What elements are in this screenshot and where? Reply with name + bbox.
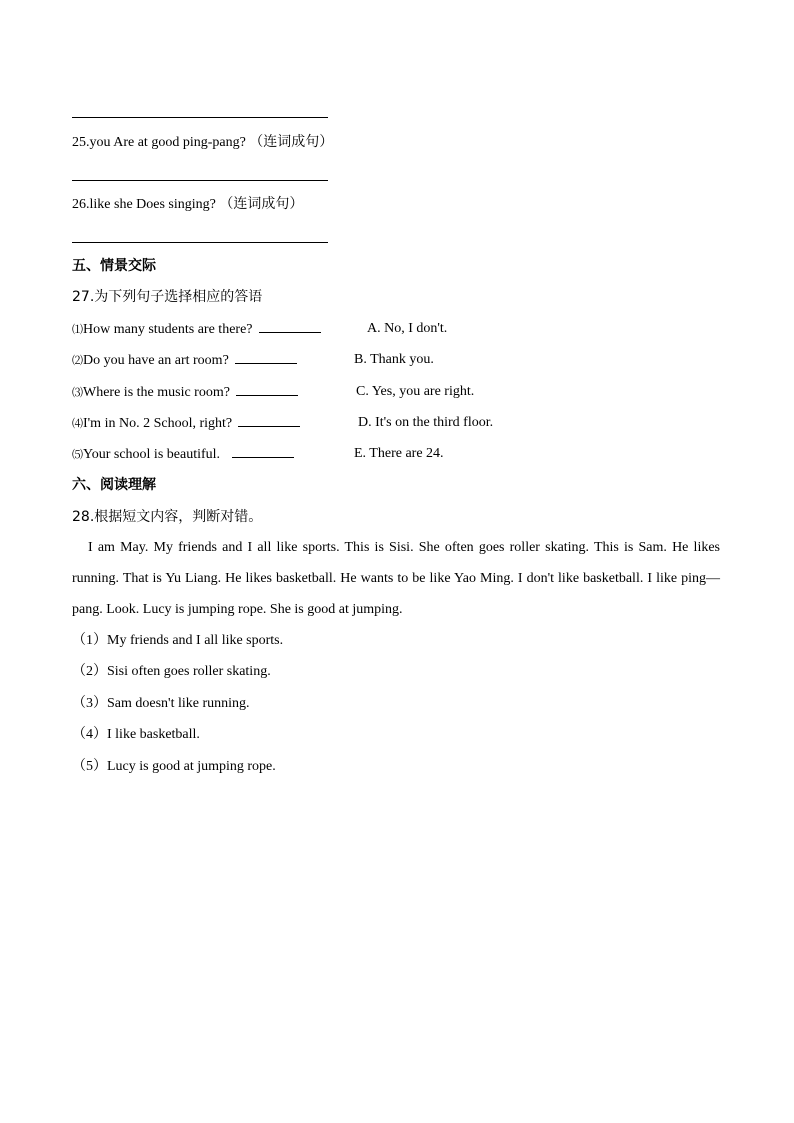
- matching-item: [72, 414, 494, 433]
- matching-item: [72, 351, 434, 370]
- item-text: How many students are there?: [83, 322, 253, 337]
- item-number: ⑷: [72, 418, 83, 430]
- answer-line[interactable]: [72, 242, 328, 243]
- section-heading: 五、情景交际: [72, 258, 156, 274]
- question-hint: （连词成句）: [249, 134, 334, 150]
- answer-line[interactable]: [72, 180, 328, 181]
- item-number: ⑴: [72, 324, 83, 336]
- statement: （1）My friends and I all like sports.: [72, 633, 284, 648]
- item-text: I'm in No. 2 School, right?: [83, 416, 233, 431]
- statement: （4）I like basketball.: [72, 727, 200, 742]
- item-answer: D. It's on the third floor.: [358, 415, 494, 430]
- section-heading: 六、阅读理解: [72, 477, 156, 493]
- question-25: [72, 133, 333, 152]
- question-hint: （连词成句）: [219, 196, 304, 212]
- item-text: Where is the music room?: [83, 385, 230, 400]
- item-number: ⑶: [72, 387, 83, 399]
- item-text: Your school is beautiful.: [83, 447, 221, 462]
- statement: （2）Sisi often goes roller skating.: [72, 664, 271, 679]
- passage-text: I am May. My friends and I all like sports. This is Sisi. She often goes roller skating. This is Sam. He likes running. That is Yu Liang. He likes basketball. He wants to be like Yao Ming. I don't like basketball. I like ping—pang. Look. Lucy is jumping rope. She is good at jumping.: [72, 540, 720, 617]
- matching-item: [72, 320, 448, 339]
- matching-item: [72, 383, 475, 402]
- question-26: [72, 195, 303, 214]
- answer-blank[interactable]: [238, 414, 300, 427]
- question-text: 25.you Are at good ping-pang?: [72, 135, 246, 150]
- matching-item: [72, 445, 444, 464]
- question-text: 26.like she Does singing?: [72, 197, 216, 212]
- answer-blank[interactable]: [235, 351, 297, 364]
- item-answer: C. Yes, you are right.: [356, 384, 475, 399]
- item-number: ⑸: [72, 449, 83, 461]
- item-text: Do you have an art room?: [83, 353, 229, 368]
- statement: （5）Lucy is good at jumping rope.: [72, 759, 276, 774]
- answer-blank[interactable]: [232, 445, 294, 458]
- item-number: ⑵: [72, 355, 83, 367]
- statement: （3）Sam doesn't like running.: [72, 696, 250, 711]
- item-answer: E. There are 24.: [354, 446, 444, 461]
- answer-blank[interactable]: [236, 383, 298, 396]
- item-answer: B. Thank you.: [354, 352, 434, 367]
- answer-blank[interactable]: [259, 320, 321, 333]
- item-answer: A. No, I don't.: [367, 321, 448, 336]
- answer-line[interactable]: [72, 117, 328, 118]
- question-28-prompt: 28.根据短文内容，判断对错。: [72, 509, 263, 525]
- reading-passage: [72, 532, 720, 625]
- question-27-prompt: 27.为下列句子选择相应的答语: [72, 289, 263, 305]
